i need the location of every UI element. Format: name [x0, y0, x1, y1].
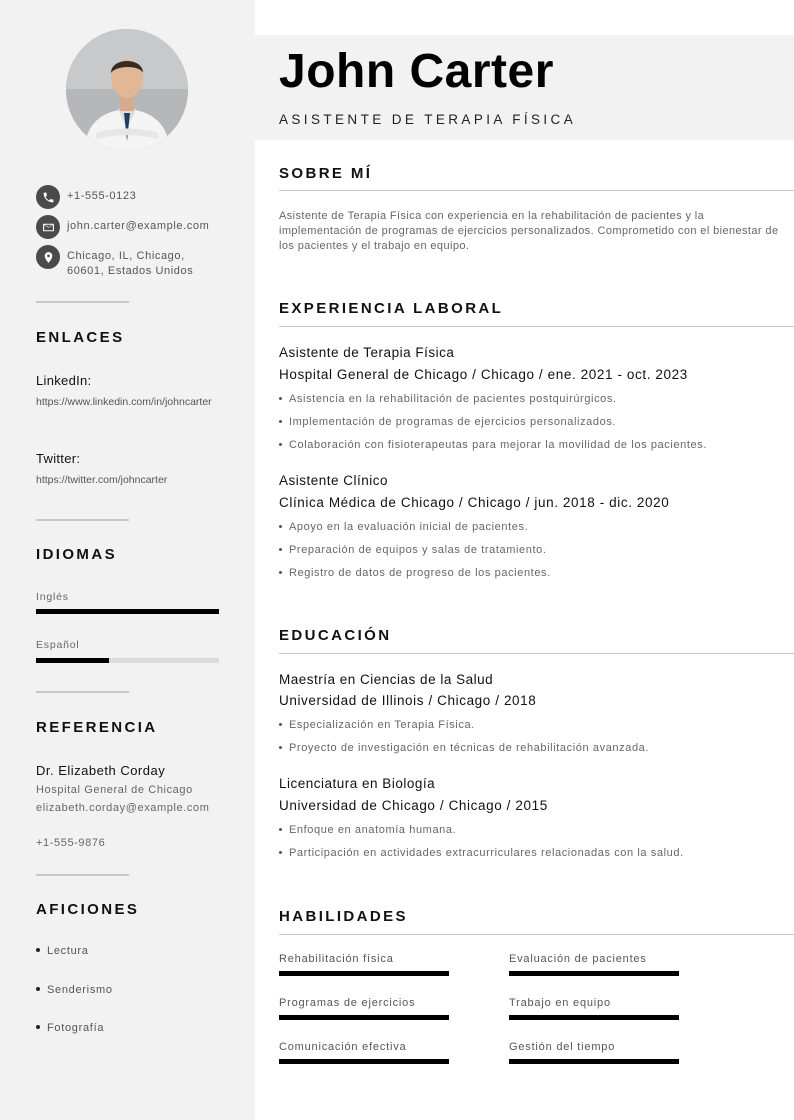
phone-text: +1-555-0123 — [67, 190, 137, 202]
person-name: John Carter — [279, 45, 554, 98]
email-text: john.carter@example.com — [67, 220, 210, 232]
skills-heading: HABILIDADES — [279, 908, 408, 925]
degree-title: Licenciatura en Biología — [279, 776, 436, 791]
section-rule — [279, 653, 794, 654]
language-spanish-bar — [36, 658, 219, 663]
skill-item: Rehabilitación física — [279, 952, 449, 976]
job-company: Hospital General de Chicago / Chicago / ene. 2021 - oct. 2023 — [279, 367, 688, 382]
reference-heading: REFERENCIA — [36, 719, 158, 736]
about-text: Asistente de Terapia Física con experiencia en la rehabilitación de pacientes y la implementación de programas de ejercicios personalizados. Comprometido con el bienestar de los pacientes y el trabajo en equipo. — [279, 210, 779, 252]
person-title: ASISTENTE DE TERAPIA FÍSICA — [279, 112, 577, 127]
map-pin-icon — [36, 245, 60, 269]
profile-photo-image — [66, 29, 188, 151]
job-title: Asistente Clínico — [279, 473, 389, 488]
envelope-icon — [36, 215, 60, 239]
contact-email[interactable] — [36, 215, 217, 239]
hobby-item: Lectura — [36, 945, 89, 957]
skill-item: Programas de ejercicios — [279, 996, 449, 1020]
languages-heading: IDIOMAS — [36, 546, 117, 563]
section-rule — [279, 934, 794, 935]
hobby-item: Fotografía — [36, 1022, 104, 1034]
education-heading: EDUCACIÓN — [279, 627, 392, 644]
about-heading: SOBRE MÍ — [279, 165, 373, 182]
job-bullet: Asistencia en la rehabilitación de pacientes postquirúrgicos. — [279, 393, 617, 405]
reference-organization: Hospital General de Chicago — [36, 784, 193, 796]
job-bullet: Implementación de programas de ejercicios personalizados. — [279, 416, 616, 428]
section-rule — [279, 326, 794, 327]
contact-phone[interactable] — [36, 185, 217, 209]
skill-item: Evaluación de pacientes — [509, 952, 679, 976]
skill-item: Trabajo en equipo — [509, 996, 679, 1020]
links-heading: ENLACES — [36, 329, 125, 346]
job-bullet: Preparación de equipos y salas de tratamiento. — [279, 544, 547, 556]
contact-address — [36, 245, 212, 279]
linkedin-label: LinkedIn: — [36, 373, 92, 388]
degree-title: Maestría en Ciencias de la Salud — [279, 672, 494, 687]
degree-bullet: Participación en actividades extracurriculares relacionadas con la salud. — [279, 847, 684, 859]
reference-email[interactable]: elizabeth.corday@example.com — [36, 802, 210, 814]
degree-bullet: Especialización en Terapia Física. — [279, 719, 475, 731]
sidebar — [0, 0, 255, 1120]
job-title: Asistente de Terapia Física — [279, 345, 455, 360]
job-bullet: Apoyo en la evaluación inicial de pacientes. — [279, 521, 528, 533]
twitter-label: Twitter: — [36, 451, 81, 466]
linkedin-link[interactable]: https://www.linkedin.com/in/johncarter — [36, 396, 212, 408]
reference-name: Dr. Elizabeth Corday — [36, 763, 166, 778]
degree-institution: Universidad de Illinois / Chicago / 2018 — [279, 693, 537, 708]
divider — [36, 519, 129, 521]
hobby-item: Senderismo — [36, 984, 113, 996]
job-bullet: Registro de datos de progreso de los pacientes. — [279, 567, 551, 579]
language-spanish-label: Español — [36, 639, 80, 651]
job-company: Clínica Médica de Chicago / Chicago / jun. 2018 - dic. 2020 — [279, 495, 670, 510]
phone-icon — [36, 185, 60, 209]
divider — [36, 691, 129, 693]
divider — [36, 874, 129, 876]
reference-phone: +1-555-9876 — [36, 837, 106, 849]
twitter-link[interactable]: https://twitter.com/johncarter — [36, 474, 168, 486]
skill-item: Gestión del tiempo — [509, 1040, 679, 1064]
degree-bullet: Enfoque en anatomía humana. — [279, 824, 456, 836]
degree-bullet: Proyecto de investigación en técnicas de rehabilitación avanzada. — [279, 742, 649, 754]
section-rule — [279, 190, 794, 191]
language-english-bar — [36, 609, 219, 614]
language-english-label: Inglés — [36, 591, 69, 603]
language-spanish-level — [36, 658, 109, 663]
profile-photo — [66, 29, 188, 151]
job-bullet: Colaboración con fisioterapeutas para mejorar la movilidad de los pacientes. — [279, 439, 707, 451]
degree-institution: Universidad de Chicago / Chicago / 2015 — [279, 798, 548, 813]
main-content — [255, 0, 794, 1120]
experience-heading: EXPERIENCIA LABORAL — [279, 300, 504, 317]
divider — [36, 301, 129, 303]
language-english-level — [36, 609, 219, 614]
hobbies-heading: AFICIONES — [36, 901, 140, 918]
address-text: Chicago, IL, Chicago, 60601, Estados Unidos — [67, 250, 194, 277]
skill-item: Comunicación efectiva — [279, 1040, 449, 1064]
